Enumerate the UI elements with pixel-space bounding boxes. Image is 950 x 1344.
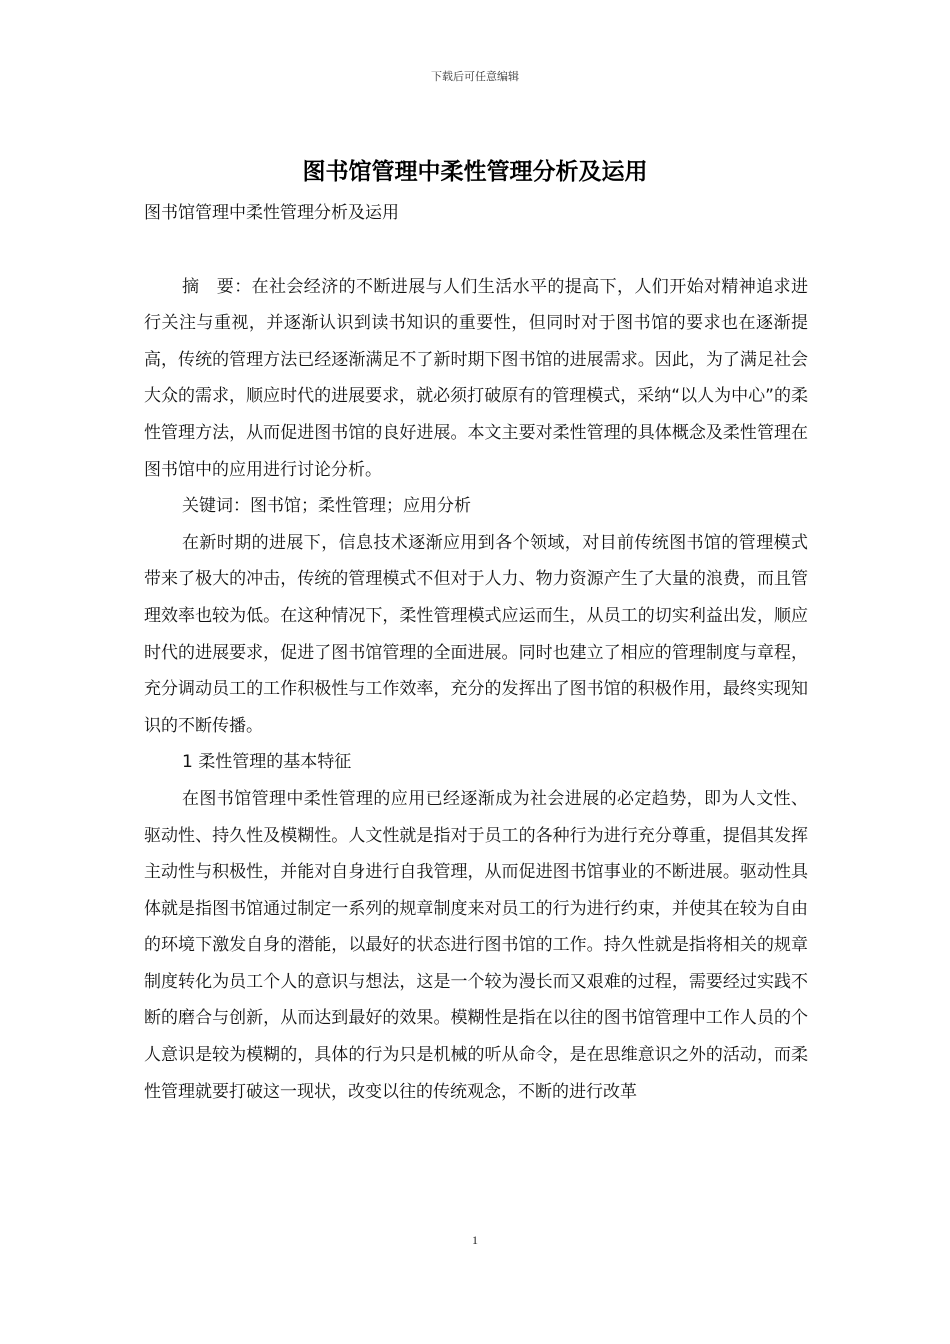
document-title: 图书馆管理中柔性管理分析及运用 bbox=[302, 159, 648, 185]
abstract-paragraph: 摘 要：在社会经济的不断进展与人们生活水平的提高下，人们开始对精神追求进行关注与重视，并逐渐认识到读书知识的重要性，但同时对于图书馆的要求也在逐渐提高，传统的管理方法已经逐渐满足不了新时期下图书馆的进展需求。因此，为了满足社会大众的需求，顺应时代的进展要求，就必须打破原有的管理模式，采纳“以人为中心”的柔性管理方法，从而促进图书馆的良好进展。本文主要对柔性管理的具体概念及柔性管理在图书馆中的应用进行讨论分析。 bbox=[144, 276, 808, 480]
page-header-note: 下载后可任意编辑 bbox=[431, 70, 519, 83]
page-number: 1 bbox=[472, 1233, 478, 1247]
section-paragraph: 在图书馆管理中柔性管理的应用已经逐渐成为社会进展的必定趋势，即为人文性、驱动性、持久性及模糊性。人文性就是指对于员工的各种行为进行充分尊重，提倡其发挥主动性与积极性，并能对自身进行自我管理，从而促进图书馆事业的不断进展。驱动性具体就是指图书馆通过制定一系列的规章制度来对员工的行为进行约束，并使其在较为自由的环境下激发自身的潜能，以最好的状态进行图书馆的工作。持久性就是指将相关的规章制度转化为员工个人的意识与想法，这是一个较为漫长而又艰难的过程，需要经过实践不断的磨合与创新，从而达到最好的效果。模糊性是指在以往的图书馆管理中工作人员的个人意识是较为模糊的，具体的行为只是机械的听从命令，是在思维意识之外的活动，而柔性管理就要打破这一现状，改变以往的传统观念，不断的进行改革 bbox=[144, 788, 808, 1102]
keywords-line: 关键词：图书馆；柔性管理；应用分析 bbox=[182, 496, 471, 517]
intro-paragraph: 在新时期的进展下，信息技术逐渐应用到各个领域，对目前传统图书馆的管理模式带来了极大的冲击，传统的管理模式不但对于人力、物力资源产生了大量的浪费，而且管理效率也较为低。在这种情况下，柔性管理模式应运而生，从员工的切实利益出发，顺应时代的进展要求，促进了图书馆管理的全面进展。同时也建立了相应的管理制度与章程，充分调动员工的工作积极性与工作效率，充分的发挥出了图书馆的积极作用，最终实现知识的不断传播。 bbox=[144, 532, 808, 736]
section-heading: 1 柔性管理的基本特征 bbox=[182, 752, 352, 773]
document-body bbox=[144, 195, 808, 1110]
document-subtitle: 图书馆管理中柔性管理分析及运用 bbox=[144, 203, 399, 223]
